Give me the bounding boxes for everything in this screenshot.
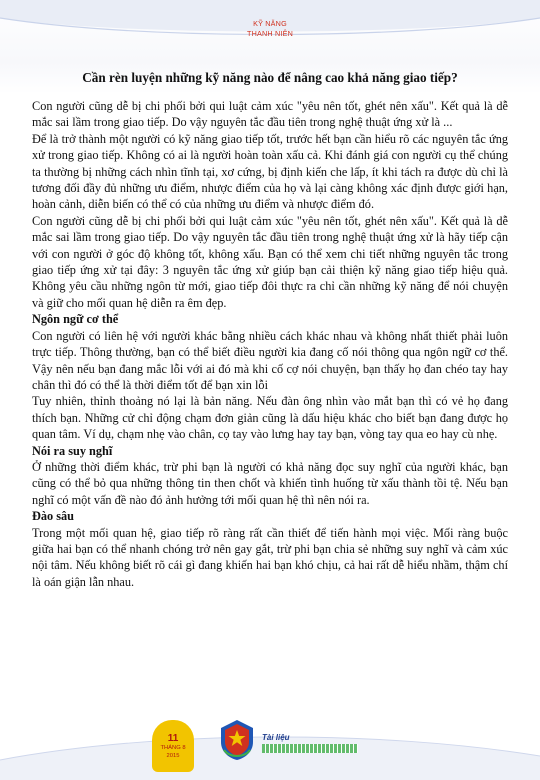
heading-speak-thoughts: Nói ra suy nghĩ [32,443,113,458]
paragraph-4: Con người có liên hệ với người khác bằng nhiều cách khác nhau và không nhất thiết phải luôn trực tiếp. Thông thường, bạn có thể biết điều người kia đang cố nói thông qua ngôn ngữ cơ thể. Vậy nên nếu bạn đang mắc lỗi với ai đó mà khi cố cợ nói chuyện, bạn thấy họ đan chéo tay hay chân thì đó có thể là thời điểm tốt để bạn xin lỗi [32,328,508,392]
heading-body-language: Ngôn ngữ cơ thể [32,312,119,327]
paragraph-1: Con người cũng dễ bị chi phối bởi qui luật cảm xúc "yêu nên tốt, ghét nên xấu". Kết quả là dễ mắc sai lầm trong giao tiếp. Do vậy nguyên tắc đầu tiên trong nghệ thuật ứng xử là ... [32,99,508,130]
section-badge [236,4,304,54]
footer-subtitle-graphic [262,744,358,753]
paragraph-2: Để là trở thành một người có kỹ năng giao tiếp tốt, trước hết bạn cần hiểu rõ các nguyên tắc ứng xử trong giao tiếp. Không có ai là người hoàn toàn xấu cả. Khi đánh giá con người cụ thể chúng ta thường bị những cách nhìn tĩnh tại, xơ cứng, bị định kiến che lấp, ít khi tách ra được dù chỉ là tương đối đầy đủ những ưu điểm, nhược điểm của họ và lại càng không xác định được giới hạn, hoàn cảnh, diễn biến có thể có của những ưu điểm và nhược điểm đó. [32,131,508,212]
section-badge-line2: THANH NIÊN [247,29,293,38]
paragraph-5: Tuy nhiên, thỉnh thoảng nó lại là bản năng. Nếu đàn ông nhìn vào mắt bạn thì có vẻ họ đang thích bạn. Những cử chỉ động chạm đơn giản cũng là dấu hiệu khác cho biết bạn đang được họ quan tâm. Ví dụ, chạm nhẹ vào chân, cọ tay vào lưng hay tay bạn, vòng tay qua eo hay cù nhẹ. [32,394,508,442]
issue-year: 2015 [166,752,180,759]
footer-label: Tài liệu [262,733,290,742]
paragraph-6: Ở những thời điểm khác, trừ phi bạn là người có khả năng đọc suy nghĩ của người khác, bạn cũng có thể bỏ qua những thông tin then chốt và khiến tình huống từ xấu thành tồi tệ. Nếu bạn nghĩ có một vấn đề nào đó ảnh hưởng tới mối quan hệ thì nên nói ra. [32,459,508,507]
page-number: 11 [167,732,179,744]
page-number-badge [152,720,194,772]
article-body [32,98,508,590]
youth-union-emblem-icon [218,718,256,762]
paragraph-7: Trong một mối quan hệ, giao tiếp rõ ràng rất cần thiết để tiến hành mọi việc. Mối ràng buộc giữa hai bạn có thể nhanh chóng trở nên gay gắt, trừ phi bạn chia sẻ những suy nghĩ và cảm xúc nội tâm. Nếu không biết rõ cái gì đang khiến hai bạn khó chịu, cả hai rất dễ hiểu nhầm, thậm chí là oán giận lẫn nhau. [32,525,508,589]
article-title: Cần rèn luyện những kỹ năng nào để nâng cao khả năng giao tiếp? [82,70,458,85]
issue-month: THÁNG 8 [160,744,186,751]
heading-dig-deep: Đào sâu [32,509,75,524]
paragraph-3: Con người cũng dễ bị chi phối bởi qui luật cảm xúc "yêu nên tốt, ghét nên xấu". Kết quả là dễ mắc sai lầm trong giao tiếp. Do vậy nguyên tắc đầu tiên trong nghệ thuật ứng xử là hãy tiếp cận với con người ở góc độ không tốt, không xấu. Bạn có thể xem chi tiết những nguyên tắc trong giao tiếp ứng xử tại đây: 3 nguyên tắc ứng xử giúp bạn cải thiện kỹ năng giao tiếp hiệu quả. Không yêu cầu những ngôn từ mới, giao tiếp đôi thực ra chỉ cần những kỹ năng để nói chuyện và giữ cho mối quan hệ diễn ra êm đẹp. [32,213,508,310]
section-badge-line1: KỸ NĂNG [253,19,287,28]
